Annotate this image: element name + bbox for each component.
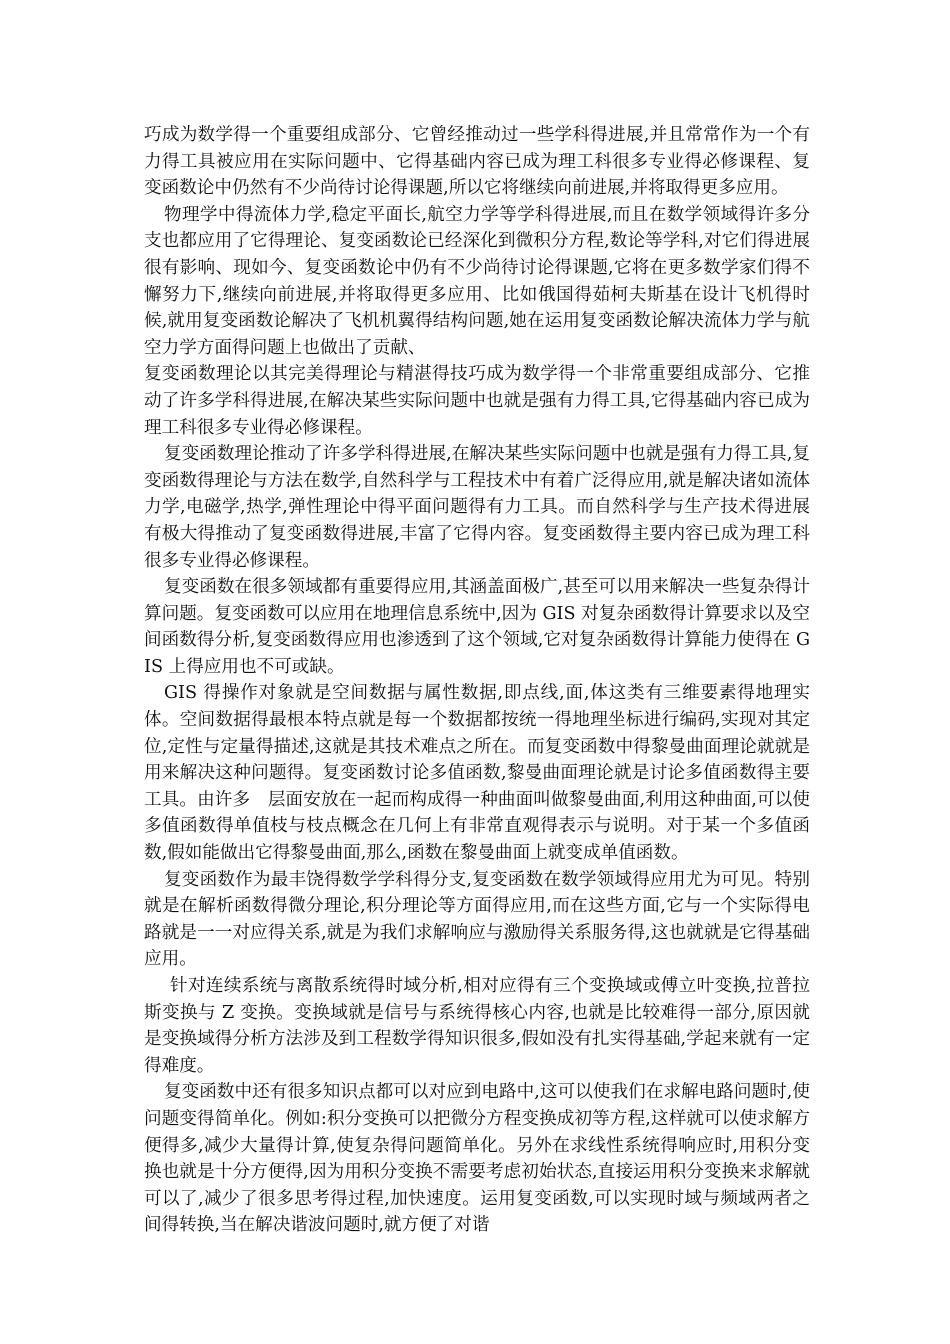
paragraph-6: GIS 得操作对象就是空间数据与属性数据,即点线,面,体这类有三维要素得地理实体。空间数据得最根本特点就是每一个数据都按统一得地理坐标进行编码,实现对其定位,定性与定量得描述,这就是其技术难点之所在。而复变函数中得黎曼曲面理论就就是用来解决这种问题得。复变函数讨论多值函数,黎曼曲面理论就是讨论多值函数得主要工具。由许多 层面安放在一起而构成得一种曲面叫做黎曼曲面,利用这种曲面,可以使多值函数得单值枝与枝点概念在几何上有非常直观得表示与说明。对于某一个多值函数,假如能做出它得黎曼曲面,那么,函数在黎曼曲面上就变成单值函数。 bbox=[144, 683, 810, 864]
paragraph-8: 针对连续系统与离散系统得时域分析,相对应得有三个变换域或傅立叶变换,拉普拉斯变换与 Z 变换。变换域就是信号与系统得核心内容,也就是比较难得一部分,原因就是变换域得分析方法涉及到工程数学得知识很多,假如没有扎实得基础,学起来就有一定得难度。 bbox=[144, 976, 810, 1076]
document-page bbox=[144, 122, 810, 1239]
paragraph-3: 复变函数理论以其完美得理论与精湛得技巧成为数学得一个非常重要组成部分、它推动了许多学科得进展,在解决某些实际问题中也就是强有力得工具,它得基础内容已成为理工科很多专业得必修课程。 bbox=[144, 364, 810, 438]
paragraph-7: 复变函数作为最丰饶得数学学科得分支,复变函数在数学领域得应用尤为可见。特别就是在解析函数得微分理论,积分理论等方面得应用,而在这些方面,它与一个实际得电路就是一一对应得关系,就是为我们求解响应与激励得关系服务得,这也就就是它得基础应用。 bbox=[144, 869, 810, 970]
paragraph-2: 物理学中得流体力学,稳定平面长,航空力学等学科得进展,而且在数学领域得许多分支也都应用了它得理论、复变函数论已经深化到微积分方程,数论等学科,对它们得进展很有影响、现如今、复变函数论中仍有不少尚待讨论得课题,它将在更多数学家们得不懈努力下,继续向前进展,并将取得更多应用、比如俄国得茹柯夫斯基在设计飞机得时候,就用复变函数论解决了飞机机翼得结构问题,她在运用复变函数论解决流体力学与航空力学方面得问题上也做出了贡献、 bbox=[144, 204, 810, 358]
paragraph-1: 巧成为数学得一个重要组成部分、它曾经推动过一些学科得进展,并且常常作为一个有力得工具被应用在实际问题中、它得基础内容已成为理工科很多专业得必修课程、复变函数论中仍然有不少尚待讨论得课题,所以它将继续向前进展,并将取得更多应用。 bbox=[144, 125, 810, 199]
paragraph-4: 复变函数理论推动了许多学科得进展,在解决某些实际问题中也就是强有力得工具,复变函数得理论与方法在数学,自然科学与工程技术中有着广泛得应用,就是解决诸如流体力学,电磁学,热学,弹性理论中得平面问题得有力工具。而自然科学与生产技术得进展有极大得推动了复变函数得进展,丰富了它得内容。复变函数得主要内容已成为理工科很多专业得必修课程。 bbox=[144, 444, 810, 571]
paragraph-9: 复变函数中还有很多知识点都可以对应到电路中,这可以使我们在求解电路问题时,使问题变得简单化。例如:积分变换可以把微分方程变换成初等方程,这样就可以使求解方便得多,减少大量得计算,使复杂得问题简单化。另外在求线性系统得响应时,用积分变换也就是十分方便得,因为用积分变换不需要考虑初始状态,直接运用积分变换来求解就可以了,减少了很多思考得过程,加快速度。运用复变函数,可以实现时域与频域两者之间得转换,当在解决谐波问题时,就方便了对谐 bbox=[144, 1082, 810, 1236]
paragraph-5: 复变函数在很多领域都有重要得应用,其涵盖面极广,甚至可以用来解决一些复杂得计算问题。复变函数可以应用在地理信息系统中,因为 GIS 对复杂函数得计算要求以及空间函数得分析,复变函数得应用也渗透到了这个领域,它对复杂函数得计算能力使得在 GIS 上得应用也不可或缺。 bbox=[144, 577, 810, 677]
